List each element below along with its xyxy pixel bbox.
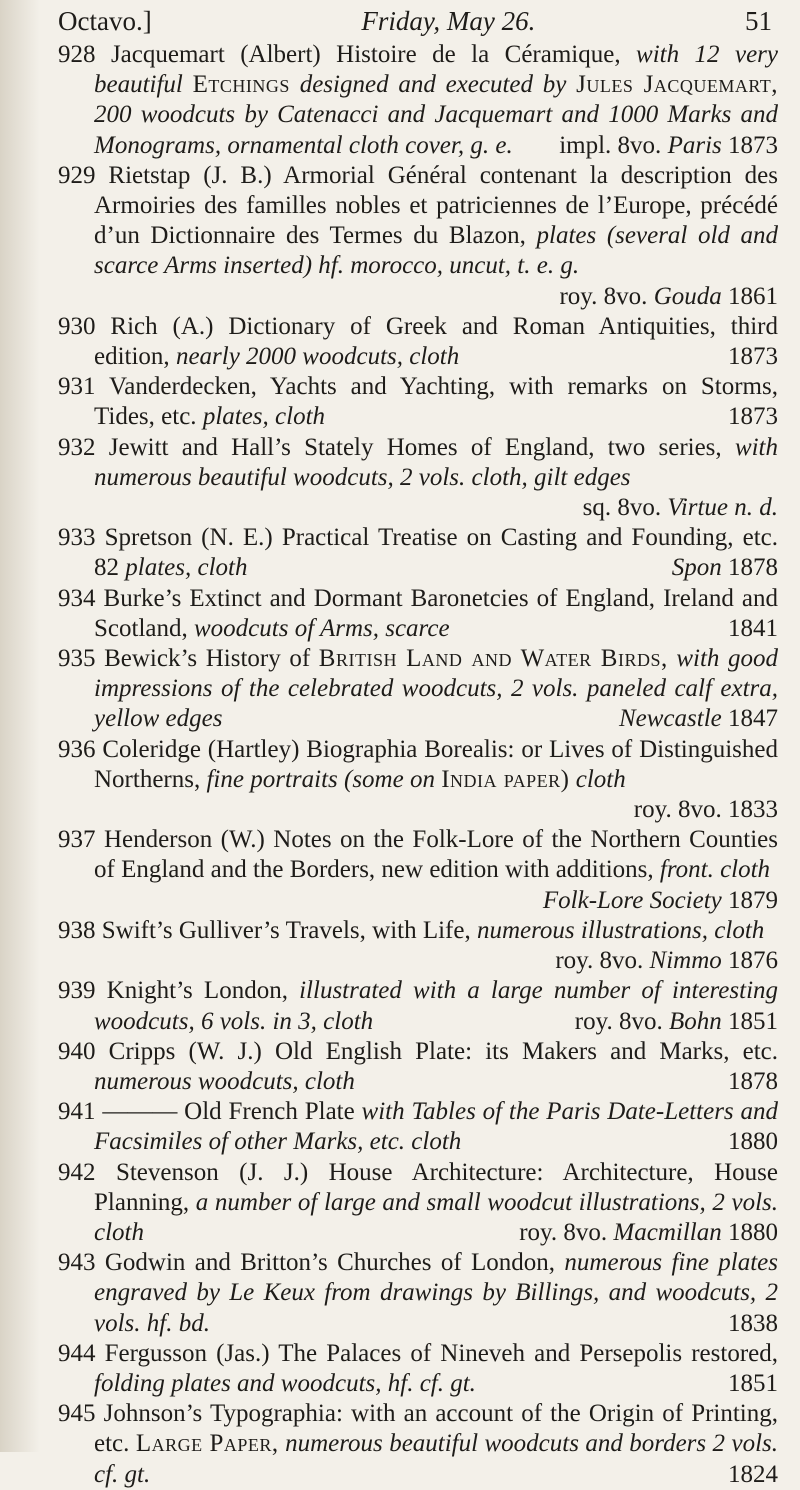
lot-number: 933 bbox=[58, 524, 96, 552]
lot-title: Fergusson (Jas.) The Palaces of Nineveh and Persepolis restored, bbox=[104, 1339, 778, 1367]
lot-title: ——— Old French Plate bbox=[102, 1098, 355, 1126]
lot-934 bbox=[58, 584, 778, 644]
lot-place: Newcastle bbox=[618, 705, 722, 733]
lot-description: illustrated with a large number of interesting woodcuts, 6 vols. in 3, cloth bbox=[94, 977, 779, 1035]
sale-date: Friday, May 26. bbox=[361, 6, 536, 36]
lot-description: with good impressions of the celebrated woodcuts, 2 vols. paneled calf extra, yellow edges bbox=[94, 645, 779, 733]
lot-number: 929 bbox=[58, 161, 96, 189]
lot-title: Jewitt and Hall’s Stately Homes of England, two series, bbox=[108, 433, 722, 461]
lot-description: woodcuts of Arms, scarce bbox=[194, 614, 450, 642]
lot-place: Macmillan bbox=[613, 1218, 722, 1246]
lot-imprint bbox=[728, 1369, 778, 1399]
lot-928 bbox=[58, 40, 778, 161]
lot-year: 1873 bbox=[728, 131, 778, 159]
lot-940 bbox=[58, 1037, 778, 1097]
lot-description: nearly 2000 woodcuts, cloth bbox=[175, 343, 460, 371]
lot-description: front. cloth bbox=[659, 856, 771, 884]
lot-description: with numerous beautiful woodcuts, 2 vols. cloth, gilt edges bbox=[94, 433, 779, 491]
lot-number: 938 bbox=[58, 916, 96, 944]
lot-title: Cripps (W. J.) Old English Plate: its Makers and Marks, etc. bbox=[108, 1037, 779, 1065]
lot-imprint bbox=[728, 342, 778, 372]
lot-description: numerous illustrations, cloth bbox=[476, 916, 765, 944]
lot-format: roy. 8vo. bbox=[555, 947, 644, 975]
lot-944 bbox=[58, 1339, 778, 1399]
lot-description: a number of large and small woodcut illustrations, 2 vols. cloth bbox=[94, 1188, 779, 1246]
lot-932 bbox=[58, 433, 778, 524]
lot-place: Gouda bbox=[653, 282, 722, 310]
lot-note: Etchings bbox=[192, 71, 290, 99]
lot-imprint bbox=[583, 493, 778, 523]
lot-number: 939 bbox=[58, 977, 96, 1005]
lot-format: roy. 8vo. bbox=[519, 1218, 608, 1246]
lot-note: Large Paper, bbox=[135, 1430, 279, 1458]
lot-930 bbox=[58, 312, 778, 372]
lot-937 bbox=[58, 825, 778, 916]
lot-imprint bbox=[575, 1007, 778, 1037]
lot-imprint bbox=[728, 1460, 778, 1490]
lot-imprint bbox=[634, 795, 778, 825]
lot-imprint bbox=[555, 946, 778, 976]
lot-number: 928 bbox=[58, 41, 96, 68]
lot-title: Johnson’s Typographia: with an account of the Origin of Printing, etc. bbox=[94, 1400, 779, 1458]
lot-year: 1876 bbox=[728, 947, 778, 975]
lot-imprint bbox=[672, 553, 778, 583]
spine-shadow bbox=[0, 0, 40, 1452]
lot-description: plates, cloth bbox=[125, 554, 248, 582]
lot-943 bbox=[58, 1248, 778, 1339]
lot-description: numerous woodcuts, cloth bbox=[94, 1067, 355, 1095]
lot-description: 200 woodcuts by Catenacci and Jacquemart and 1000 Marks and Monograms, ornamental cloth cover, g. e. bbox=[94, 101, 778, 159]
lot-format: roy. 8vo. bbox=[633, 796, 722, 824]
lot-year: 1878 bbox=[728, 1067, 778, 1095]
lot-number: 934 bbox=[58, 584, 96, 612]
lot-935 bbox=[58, 644, 778, 735]
lot-939 bbox=[58, 976, 778, 1036]
page-number: 51 bbox=[744, 6, 772, 36]
lot-format: sq. 8vo. bbox=[582, 494, 662, 522]
lot-description: plates, cloth bbox=[202, 403, 326, 431]
lot-number: 940 bbox=[58, 1037, 96, 1065]
lot-imprint bbox=[559, 131, 778, 161]
lot-description: plates (several old and scarce Arms inserted) hf. morocco, uncut, t. e. g. bbox=[94, 222, 779, 280]
lot-description: folding plates and woodcuts, hf. cf. gt. bbox=[94, 1369, 476, 1397]
lot-imprint bbox=[619, 704, 778, 734]
lot-year: 1873 bbox=[728, 403, 778, 431]
lot-945 bbox=[58, 1399, 778, 1490]
lot-place: Folk-Lore Society bbox=[542, 886, 722, 914]
lot-number: 936 bbox=[58, 735, 96, 763]
lot-description: designed and executed by bbox=[299, 71, 567, 99]
lot-title: Stevenson (J. J.) House Architecture: Architecture, House Planning, bbox=[94, 1158, 778, 1216]
lot-number: 943 bbox=[58, 1249, 96, 1277]
lot-format: impl. 8vo. bbox=[559, 131, 662, 159]
lot-title: Rich (A.) Dictionary of Greek and Roman Antiquities, third edition, bbox=[94, 312, 778, 371]
lot-description: numerous beautiful woodcuts and borders 2 vols. cf. gt. bbox=[94, 1430, 778, 1488]
lot-title: Coleridge (Hartley) Biographia Borealis: or Lives of Distinguished Northerns, bbox=[94, 735, 778, 793]
lot-number: 941 bbox=[58, 1098, 96, 1126]
lot-942 bbox=[58, 1158, 778, 1249]
lot-imprint bbox=[543, 886, 778, 916]
lot-title: Swift’s Gulliver’s Travels, with Life, bbox=[101, 916, 471, 944]
lot-number: 937 bbox=[58, 826, 96, 854]
lot-description: cloth bbox=[575, 765, 626, 793]
lot-title: Rietstap (J. B.) Armorial Général contenant la description des Armoiries des familles nobles et patriciennes de l’Europe, précédé d’un Dictionnaire des Termes du Blazon, bbox=[94, 161, 778, 250]
lot-number: 932 bbox=[58, 433, 96, 461]
lot-936 bbox=[58, 735, 778, 826]
lot-imprint bbox=[728, 614, 778, 644]
lot-note: British Land and Water Birds, bbox=[318, 645, 668, 673]
lot-title: Burke’s Extinct and Dormant Baronetcies of England, Ireland and Scotland, bbox=[94, 584, 778, 642]
lot-year: 1851 bbox=[728, 1369, 778, 1397]
lot-place: Bohn bbox=[668, 1007, 722, 1035]
lot-number: 930 bbox=[58, 312, 96, 340]
lot-format: roy. 8vo. bbox=[559, 282, 648, 310]
lot-year: 1833 bbox=[728, 796, 778, 824]
lot-year: 1841 bbox=[728, 614, 778, 642]
lot-format: roy. 8vo. bbox=[574, 1007, 663, 1035]
lot-imprint bbox=[519, 1218, 778, 1248]
lot-note: India paper) bbox=[441, 765, 570, 793]
lot-year: 1838 bbox=[728, 1309, 778, 1337]
lot-imprint bbox=[559, 282, 778, 312]
lot-title: Henderson (W.) Notes on the Folk-Lore of the Northern Counties of England and the Borders, new edition with additions, bbox=[94, 826, 779, 884]
lot-931 bbox=[58, 372, 778, 432]
lot-number: 945 bbox=[58, 1400, 96, 1428]
lot-title: Jacquemart (Albert) Histoire de la Céramique, bbox=[110, 41, 621, 68]
lot-place: Nimmo bbox=[649, 947, 722, 975]
lot-title: Spretson (N. E.) Practical Treatise on Casting and Founding, etc. 82 bbox=[94, 524, 779, 582]
lot-year: 1851 bbox=[728, 1007, 778, 1035]
lot-imprint bbox=[728, 402, 778, 432]
lot-941 bbox=[58, 1097, 778, 1157]
lot-description: with 12 very beautiful bbox=[94, 41, 778, 99]
lot-number: 931 bbox=[58, 373, 96, 401]
lot-description: with Tables of the Paris Date-Letters and Facsimiles of other Marks, etc. cloth bbox=[94, 1098, 778, 1156]
lot-number: 942 bbox=[58, 1158, 96, 1186]
lot-title: Knight’s London, bbox=[106, 977, 288, 1005]
lot-title: Bewick’s History of bbox=[104, 645, 311, 673]
lot-938 bbox=[58, 916, 778, 976]
lot-year: 1847 bbox=[728, 705, 778, 733]
lot-year: 1880 bbox=[728, 1128, 778, 1156]
lot-year: 1824 bbox=[728, 1460, 778, 1488]
lot-year: 1880 bbox=[728, 1218, 778, 1246]
lot-933 bbox=[58, 523, 778, 583]
lot-description: fine portraits (some on bbox=[206, 765, 435, 793]
lot-year: 1878 bbox=[728, 554, 778, 582]
running-head bbox=[58, 4, 778, 38]
lot-place: Spon bbox=[671, 554, 722, 582]
lot-title: Godwin and Britton’s Churches of London, bbox=[104, 1249, 556, 1277]
format-heading: Octavo.] bbox=[58, 6, 152, 36]
lot-imprint bbox=[728, 1127, 778, 1157]
lot-year: 1861 bbox=[728, 282, 778, 310]
lot-929 bbox=[58, 161, 778, 312]
lot-place: Paris bbox=[667, 131, 722, 159]
lot-place: Virtue n. d. bbox=[667, 494, 778, 522]
lot-note: Jules Jacquemart, bbox=[576, 71, 779, 99]
lot-imprint bbox=[728, 1067, 778, 1097]
lot-year: 1873 bbox=[728, 343, 778, 371]
lot-imprint bbox=[728, 1309, 778, 1339]
lot-number: 944 bbox=[58, 1339, 96, 1367]
lot-description: numerous fine plates engraved by Le Keux from drawings by Billings, and woodcuts, 2 vols. hf. bd. bbox=[94, 1249, 779, 1337]
lot-title: Vanderdecken, Yachts and Yachting, with remarks on Storms, Tides, etc. bbox=[94, 373, 778, 431]
lot-number: 935 bbox=[58, 645, 96, 673]
lot-year: 1879 bbox=[728, 886, 778, 914]
